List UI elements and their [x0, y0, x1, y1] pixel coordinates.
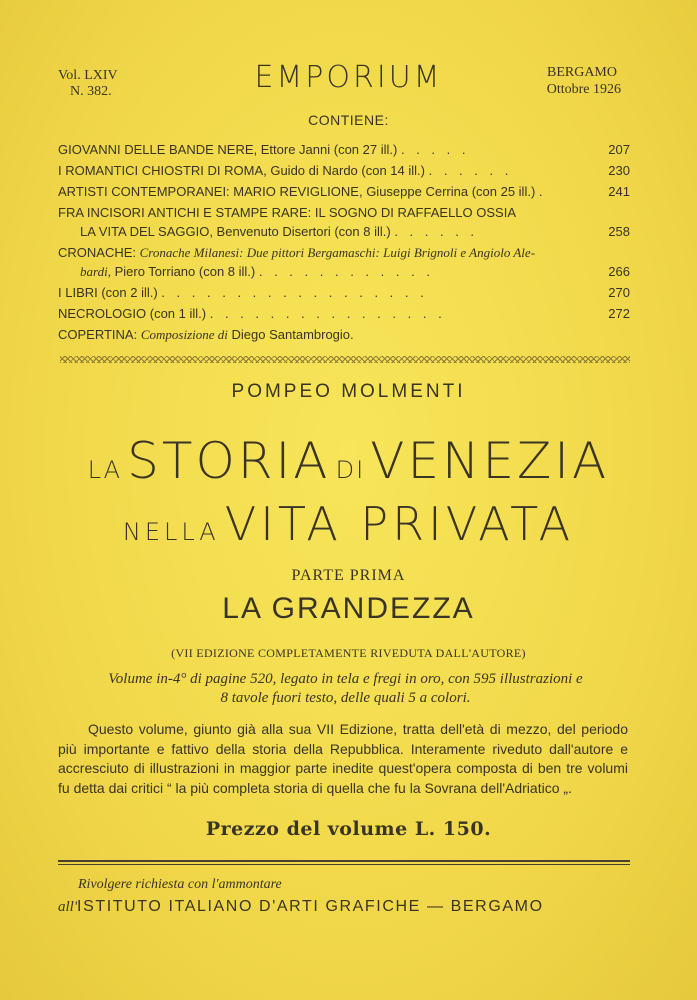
magazine-title: EMPORIUM	[254, 60, 443, 95]
address-prefix: all'	[58, 899, 78, 915]
volume-details	[58, 670, 633, 708]
volume-details-line: Volume in-4° di pagine 520, legato in tela e fregi in oro, con 595 illustrazioni e	[108, 671, 583, 687]
toc-entry-italic-continued: bardi,	[80, 264, 111, 279]
volume-number: Vol. LXIV	[58, 68, 118, 83]
publisher-name: ISTITUTO ITALIANO D'ARTI GRAFICHE — BERGAMO	[77, 898, 544, 915]
publisher-address	[58, 898, 544, 916]
toc-leader: .	[538, 184, 547, 199]
contents-heading: CONTIENE:	[308, 112, 389, 128]
toc-entry-text: I LIBRI (con 2 ill.)	[58, 285, 158, 300]
book-description: Questo volume, giunto già alla sua VII Edizione, tratta dell'età di mezzo, del periodo più importante e fattivo della storia della Repubblica. Interamente riveduto dall'autore e accresciuto di illustrazioni in maggior parte inedite quest'opera composta di ben tre volumi fu detta dai critici “ la più completa storia di quella che fu la Sovrana dell'Adriatico „.	[58, 721, 628, 796]
toc-leader: . . . . .	[400, 142, 470, 157]
toc-leader: . . . . . .	[394, 224, 479, 239]
toc-entry	[58, 161, 630, 180]
title-word: NELLA	[122, 518, 220, 546]
toc-page: 258	[608, 224, 630, 239]
title-word: STORIA	[127, 432, 331, 490]
toc-page: 230	[608, 163, 630, 178]
volume-details-line: 8 tavole fuori testo, delle quali 5 a colori.	[220, 690, 471, 706]
toc-leader: . . . . . .	[428, 163, 513, 178]
toc-page: 241	[608, 184, 630, 199]
book-title-line-2	[0, 497, 697, 551]
toc-entry-text: I ROMANTICI CHIOSTRI DI ROMA, Guido di Nardo (con 14 ill.)	[58, 163, 425, 178]
toc-entry	[58, 203, 630, 241]
toc-entry-text: NECROLOGIO (con 1 ill.)	[58, 306, 207, 321]
toc-entry	[58, 304, 630, 323]
toc-entry-author: Piero Torriano (con 8 ill.)	[114, 264, 256, 279]
issue-number: N. 382.	[70, 84, 112, 99]
publication-info	[547, 64, 621, 98]
toc-entry-italic: Cronache Milanesi: Due pittori Bergamaschi: Luigi Brignoli e Angiolo Ale-	[139, 245, 536, 260]
book-price: Prezzo del volume L. 150.	[205, 818, 492, 840]
toc-page: 272	[608, 306, 630, 321]
toc-page: 207	[608, 142, 630, 157]
toc-entry-label: COPERTINA:	[58, 327, 138, 342]
book-title-line-1	[0, 432, 697, 490]
decorative-border	[60, 356, 630, 363]
divider-rule	[58, 864, 630, 865]
toc-entry-text: ARTISTI CONTEMPORANEI: MARIO REVIGLIONE, Giuseppe Cerrina (con 25 ill.)	[58, 184, 536, 199]
title-word: DI	[335, 456, 366, 484]
book-subtitle: LA GRANDEZZA	[222, 592, 475, 625]
book-edition: (VII EDIZIONE COMPLETAMENTE RIVEDUTA DALL'AUTORE)	[171, 646, 526, 660]
toc-leader: . . . . . . . . . . . .	[258, 264, 434, 279]
publication-date: Ottobre 1926	[546, 82, 621, 97]
title-word: LA	[87, 456, 123, 484]
toc-page: 266	[608, 264, 630, 279]
publication-city: BERGAMO	[546, 65, 617, 80]
toc-leader: . . . . . . . . . . . . . . . .	[209, 306, 446, 321]
toc-entry-italic: Composizione di	[140, 327, 228, 342]
divider-rule	[58, 860, 630, 862]
toc-entry-label: CRONACHE:	[58, 245, 137, 260]
toc-entry-text: GIOVANNI DELLE BANDE NERE, Ettore Janni (con 27 ill.)	[58, 142, 398, 157]
toc-entry	[58, 243, 630, 281]
toc-entry	[58, 325, 630, 344]
order-instructions: Rivolgere richiesta con l'ammontare	[78, 877, 282, 892]
toc-page: 270	[608, 285, 630, 300]
toc-entry	[58, 182, 630, 201]
book-part: PARTE PRIMA	[291, 567, 406, 584]
toc-entry	[58, 140, 630, 159]
toc-entry-text-continued: LA VITA DEL SAGGIO, Benvenuto Disertori (con 8 ill.)	[80, 224, 391, 239]
toc-entry-author: Diego Santambrogio.	[231, 327, 354, 342]
table-of-contents	[58, 140, 630, 346]
toc-entry-text: FRA INCISORI ANTICHI E STAMPE RARE: IL SOGNO DI RAFFAELLO OSSIA	[58, 205, 516, 220]
title-word: VENEZIA	[370, 432, 610, 490]
toc-entry	[58, 283, 630, 302]
toc-leader: . . . . . . . . . . . . . . . . . .	[161, 285, 428, 300]
book-author: POMPEO MOLMENTI	[231, 381, 466, 402]
title-word: VITA PRIVATA	[224, 497, 575, 551]
